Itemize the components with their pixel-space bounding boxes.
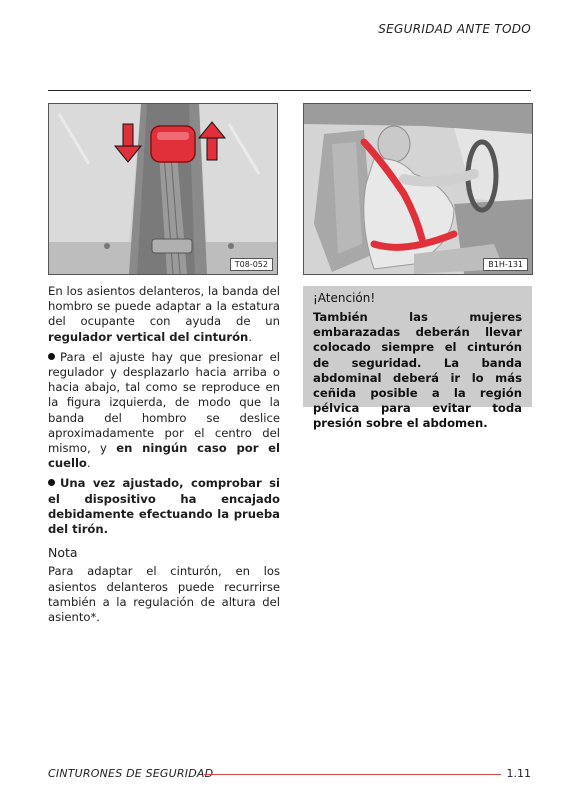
adjuster-illustration <box>49 104 277 274</box>
term-no-neck: en ningún caso por el cuello <box>48 441 280 471</box>
header-title: SEGURIDAD ANTE TODO <box>378 22 531 36</box>
nota-heading: Nota <box>48 545 78 561</box>
warning-text: También las mujeres embarazadas deberán llevar colocado siempre el cinturón de seguridad. La banda abdominal deberá ir lo más ceñida posible a la región pélvica para evitar toda presión sobre el abdomen. <box>313 310 522 431</box>
term-regulador: regulador vertical del cinturón <box>48 329 249 344</box>
paragraph-adjust-instruction: Para el ajuste hay que presionar el regulador y desplazarlo hacia arriba o hacia abajo, tal como se reproduce en la figura izquierda, de modo que la banda del hombro se deslice aproximadamente por el centro del mismo, y en ningún caso por el cuello. <box>48 349 280 471</box>
page-number: 1.11 <box>506 767 531 780</box>
figure-code-left: T08-052 <box>230 258 273 271</box>
bullet-icon <box>48 479 55 486</box>
paragraph-check: Una vez ajustado, comprobar si el dispositivo ha encajado debidamente efectuando la prueba del tirón. <box>48 476 280 537</box>
footer-rule <box>204 774 501 775</box>
figure-pregnant-belt <box>303 103 533 275</box>
figure-code-right: B1H-131 <box>483 258 528 271</box>
footer-section-title: CINTURONES DE SEGURIDAD <box>48 767 214 780</box>
figure-belt-height-adjuster <box>48 103 278 275</box>
warning-box <box>303 286 532 431</box>
body-left-column <box>48 284 280 630</box>
nota-text: Para adaptar el cinturón, en los asientos delanteros puede recurrirse también a la regulación de altura del asiento*. <box>48 564 280 625</box>
paragraph-intro: En los asientos delanteros, la banda del hombro se puede adaptar a la estatura del ocupante con ayuda de un regulador vertical del cinturón. <box>48 284 280 344</box>
pregnant-driver-illustration <box>304 104 532 274</box>
warning-title: ¡Atención! <box>313 291 376 305</box>
bullet-icon <box>48 353 55 360</box>
header-rule <box>48 90 531 91</box>
